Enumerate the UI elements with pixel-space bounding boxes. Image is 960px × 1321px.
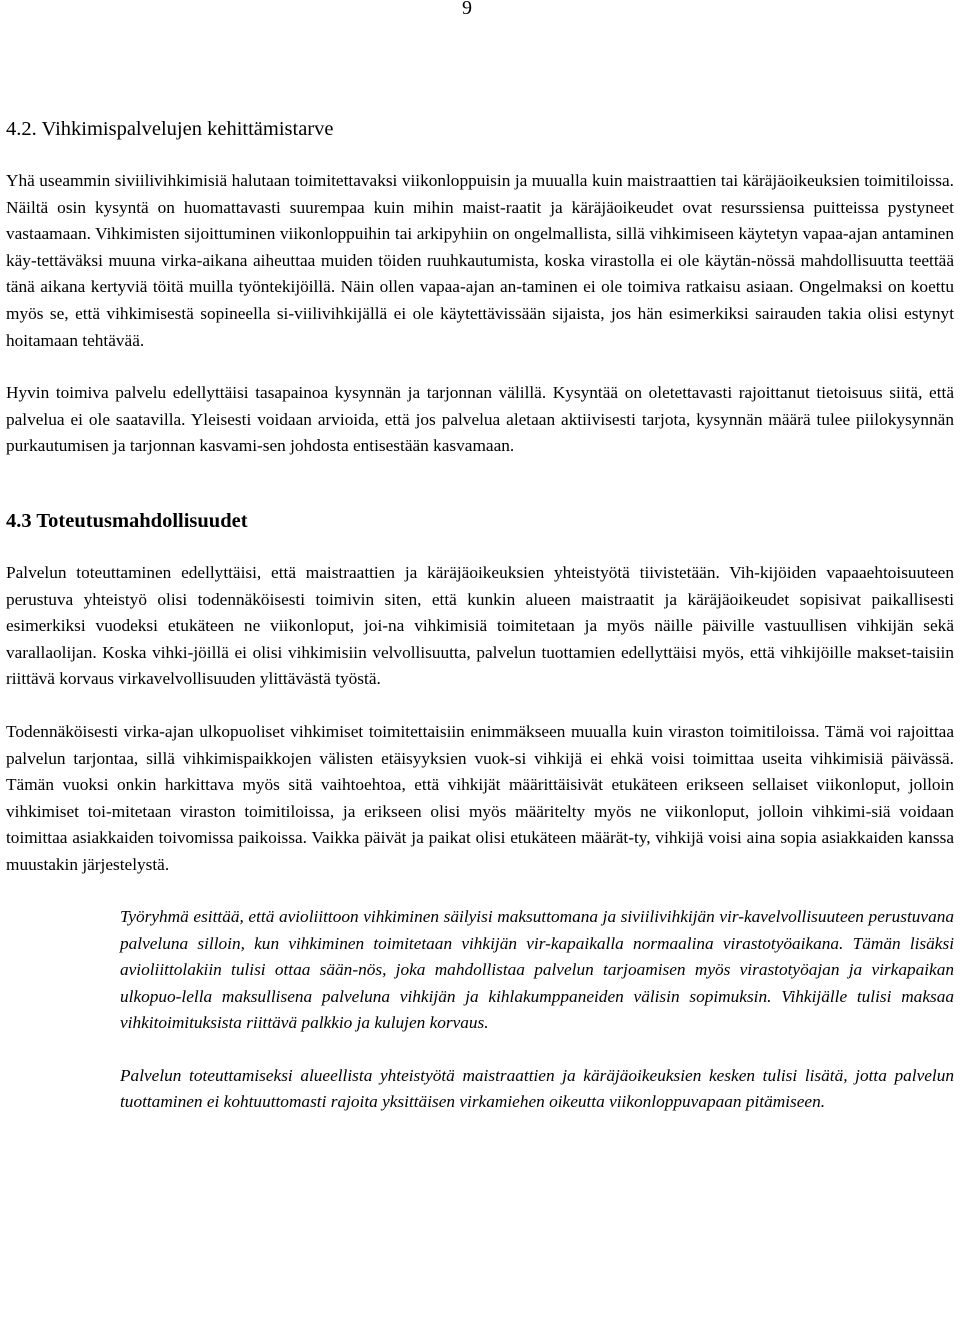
proposal-block xyxy=(120,904,954,1115)
section-4-3-heading: 4.3 Toteutusmahdollisuudet xyxy=(6,509,248,532)
page-number: 9 xyxy=(462,0,472,19)
section-4-2-paragraph-1: Yhä useammin siviilivihkimisiä halutaan toimitettavaksi viikonloppuisin ja muualla kuin maistraattien tai käräjäoikeuksien toimitiloissa. Näiltä osin kysyntä on huomattavasti suurempaa kuin mihin maist-raatit ja käräjäoikeudet ovat resurssiensa puitteissa pystyneet vastaamaan. Vihkimisten sijoittuminen viikonloppuihin tai arkipyhiin on ongelmallista, sillä vihkimiseen käytetyn vapaa-ajan antaminen käy-tettäväksi muuna virka-aikana aiheuttaa muiden töiden ruuhkautumista, koska virastolla ei ole käytän-nössä mahdollisuutta teettää tänä aikana kertyviä töitä muilla työntekijöillä. Näin ollen vapaa-ajan an-taminen ei ole toimiva ratkaisu asiaan. Ongelmaksi on koettu myös se, että vihkimisestä sopineella si-viilivihkijällä ei ole käytettävissään sijaista, jos hän esimerkiksi sairauden takia olisi estynyt hoitamaan tehtävää. xyxy=(6,171,954,350)
section-4-2-paragraph-2: Hyvin toimiva palvelu edellyttäisi tasapainoa kysynnän ja tarjonnan välillä. Kysyntää on oletettavasti rajoittanut tietoisuus siitä, että palvelua ei ole saatavilla. Yleisesti voidaan arvioida, että jos palvelua aletaan aktiivisesti tarjota, kysynnän määrä tulee piilokysynnän purkautumisen ja tarjonnan kasvami-sen johdosta entisestään kasvamaan. xyxy=(6,383,954,456)
section-spacer xyxy=(6,460,954,508)
section-4-3-paragraph-1: Palvelun toteuttaminen edellyttäisi, että maistraattien ja käräjäoikeuksien yhteistyötä tiivistetään. Vih-kijöiden vapaaehtoisuuteen perustuva yhteistyö olisi todennäköisesti toimivin siten, että kunkin alueen maistraatit ja käräjäoikeudet sopisivat paikallisesti esimerkiksi vuodeksi etukäteen ne viikonloput, joi-na vihkimisiä toimitetaan ja myös näille päiville vastuullisen vihkijän sekä varallaolijan. Koska vihki-jöillä ei olisi vihkimisiin velvollisuutta, palvelun tuottamien edellyttäisi myös, että vihkijöille makset-taisiin riittävä korvaus virkavelvollisuuden ylittävästä työstä. xyxy=(6,562,954,689)
proposal-paragraph-1: Työryhmä esittää, että avioliittoon vihkiminen säilyisi maksuttomana ja siviilivihkijän vir-kavelvollisuuteen perustuvana palveluna silloin, kun vihkiminen toimitetaan vihkijän vir-kapaikalla normaalina virastotyöaikana. Tämän lisäksi avioliittolakiin tulisi ottaa sään-nös, joka mahdollistaa palvelun tarjoamisen myös virastotyöajan ja virkapaikan ulkopuo-lella maksullisena palveluna vihkijän ja kihlakumppaneiden välisin sopimuksin. Vihkijälle tulisi maksaa vihkitoimituksista riittävä palkkio ja kulujen korvaus. xyxy=(120,907,954,1033)
section-4-3-paragraph-2: Todennäköisesti virka-ajan ulkopuoliset vihkimiset toimitettaisiin enimmäkseen muualla kuin viraston toimitiloissa. Tämä voi rajoittaa palvelun tarjontaa, sillä vihkimispaikkojen välisten etäisyyksien vuok-si vihkijä ei ehkä voisi toimittaa useita vihkimisiä päivässä. Tämän vuoksi onkin harkittava myös sitä vaihtoehtoa, että vihkijät määrittäisivät etukäteen erikseen sellaiset viikonloput, jolloin vihkimiset toi-mitetaan viraston toimitiloissa, ja erikseen olisi myös määritelty myös ne viikonloput, jolloin vihkimi-siä voidaan toimittaa asiakkaiden toivomissa paikoissa. Vaikka päivät ja paikat olisi etukäteen määrät-ty, vihkijä voisi aina sopia asiakkaiden kanssa muustakin järjestelystä. xyxy=(6,721,954,874)
proposal-paragraph-2: Palvelun toteuttamiseksi alueellista yhteistyötä maistraattien ja käräjäoikeuksien kesken tulisi lisätä, jotta palvelun tuottaminen ei kohtuuttomasti rajoita yksittäisen virkamiehen oikeutta viikonloppuvapaan pitämiseen. xyxy=(120,1065,954,1111)
section-4-2-heading: 4.2. Vihkimispalvelujen kehittämistarve xyxy=(6,118,334,140)
document-body xyxy=(6,116,954,1115)
